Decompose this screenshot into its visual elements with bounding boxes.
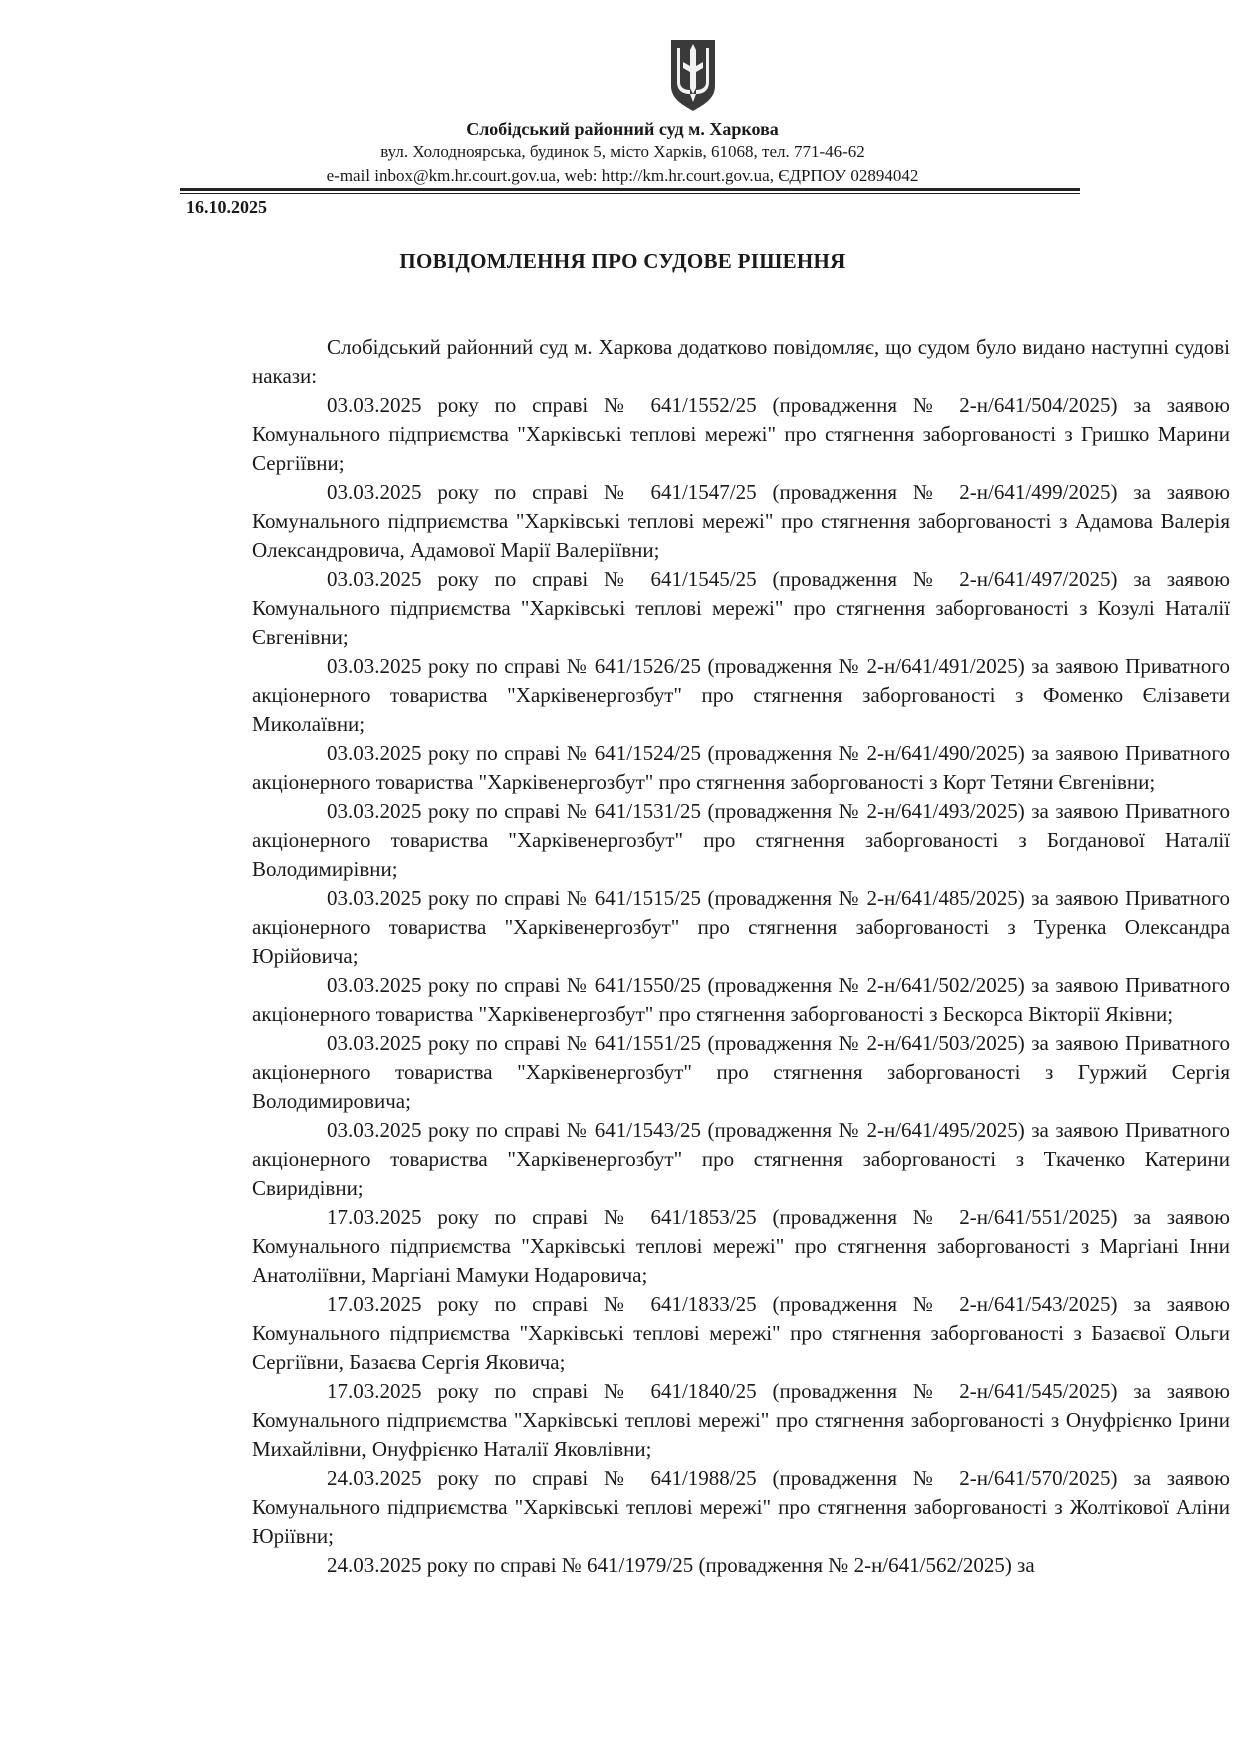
court-order-entry: 03.03.2025 року по справі № 641/1547/25 (провадження № 2-н/641/499/2025) за заявою Комунального підприємства "Харківські теплові мережі" про стягнення заборгованості з Адамова Валерія Олександровича, Адамової Марії Валеріївни; — [252, 480, 1230, 562]
court-address: вул. Холодноярська, будинок 5, місто Харків, 61068, тел. 771-46-62 — [380, 142, 865, 161]
court-order-entry: 03.03.2025 року по справі № 641/1545/25 (провадження № 2-н/641/497/2025) за заявою Комунального підприємства "Харківські теплові мережі" про стягнення заборгованості з Козулі Наталії Євгенівни; — [252, 567, 1230, 649]
header-divider-thin — [180, 193, 1080, 194]
court-order-entry: 17.03.2025 року по справі № 641/1853/25 (провадження № 2-н/641/551/2025) за заявою Комунального підприємства "Харківські теплові мережі" про стягнення заборгованості з Маргіані Інни Анатоліївни, Маргіані Мамуки Нодаровича; — [252, 1205, 1230, 1287]
document-body — [252, 333, 1230, 1580]
document-date: 16.10.2025 — [186, 197, 267, 217]
court-order-entry: 03.03.2025 року по справі № 641/1526/25 (провадження № 2-н/641/491/2025) за заявою Приватного акціонерного товариства "Харківенергозбут" про стягнення заборгованості з Фоменко Єлізавети Миколаївни; — [252, 654, 1230, 736]
court-order-entry: 17.03.2025 року по справі № 641/1833/25 (провадження № 2-н/641/543/2025) за заявою Комунального підприємства "Харківські теплові мережі" про стягнення заборгованості з Базаєвої Ольги Сергіївни, Базаєва Сергія Яковича; — [252, 1292, 1230, 1374]
tryzub-emblem-icon — [669, 36, 717, 112]
court-order-entry: 03.03.2025 року по справі № 641/1531/25 (провадження № 2-н/641/493/2025) за заявою Приватного акціонерного товариства "Харківенергозбут" про стягнення заборгованості з Богданової Наталії Володимирівни; — [252, 799, 1230, 881]
court-order-entry: 03.03.2025 року по справі № 641/1550/25 (провадження № 2-н/641/502/2025) за заявою Приватного акціонерного товариства "Харківенергозбут" про стягнення заборгованості з Бескорса Вікторії Яківни; — [252, 973, 1230, 1026]
court-name: Слобідський районний суд м. Харкова — [466, 119, 779, 139]
header-divider — [180, 188, 1080, 191]
court-order-entry: 03.03.2025 року по справі № 641/1552/25 (провадження № 2-н/641/504/2025) за заявою Комунального підприємства "Харківські теплові мережі" про стягнення заборгованості з Гришко Марини Сергіївни; — [252, 393, 1230, 475]
court-order-entry: 03.03.2025 року по справі № 641/1543/25 (провадження № 2-н/641/495/2025) за заявою Приватного акціонерного товариства "Харківенергозбут" про стягнення заборгованості з Ткаченко Катерини Свиридівни; — [252, 1118, 1230, 1200]
court-order-entry: 03.03.2025 року по справі № 641/1515/25 (провадження № 2-н/641/485/2025) за заявою Приватного акціонерного товариства "Харківенергозбут" про стягнення заборгованості з Туренка Олександра Юрійовича; — [252, 886, 1230, 968]
document-title: ПОВІДОМЛЕННЯ ПРО СУДОВЕ РІШЕННЯ — [399, 249, 846, 273]
court-order-entry: 17.03.2025 року по справі № 641/1840/25 (провадження № 2-н/641/545/2025) за заявою Комунального підприємства "Харківські теплові мережі" про стягнення заборгованості з Онуфрієнко Ірини Михайлівни, Онуфрієнко Наталії Яковлівни; — [252, 1379, 1230, 1461]
intro-paragraph: Слобідський районний суд м. Харкова додатково повідомляє, що судом було видано наступні судові накази: — [252, 335, 1230, 388]
court-contacts: e-mail inbox@km.hr.court.gov.ua, web: http://km.hr.court.gov.ua, ЄДРПОУ 02894042 — [326, 166, 919, 185]
court-order-entry: 03.03.2025 року по справі № 641/1524/25 (провадження № 2-н/641/490/2025) за заявою Приватного акціонерного товариства "Харківенергозбут" про стягнення заборгованості з Корт Тетяни Євгенівни; — [252, 741, 1230, 794]
court-order-entry: 24.03.2025 року по справі № 641/1988/25 (провадження № 2-н/641/570/2025) за заявою Комунального підприємства "Харківські теплові мережі" про стягнення заборгованості з Жолтікової Аліни Юріївни; — [252, 1466, 1230, 1548]
court-order-entry: 03.03.2025 року по справі № 641/1551/25 (провадження № 2-н/641/503/2025) за заявою Приватного акціонерного товариства "Харківенергозбут" про стягнення заборгованості з Гуржий Сергія Володимировича; — [252, 1031, 1230, 1113]
court-order-entry: 24.03.2025 року по справі № 641/1979/25 (провадження № 2-н/641/562/2025) за — [327, 1553, 1035, 1577]
